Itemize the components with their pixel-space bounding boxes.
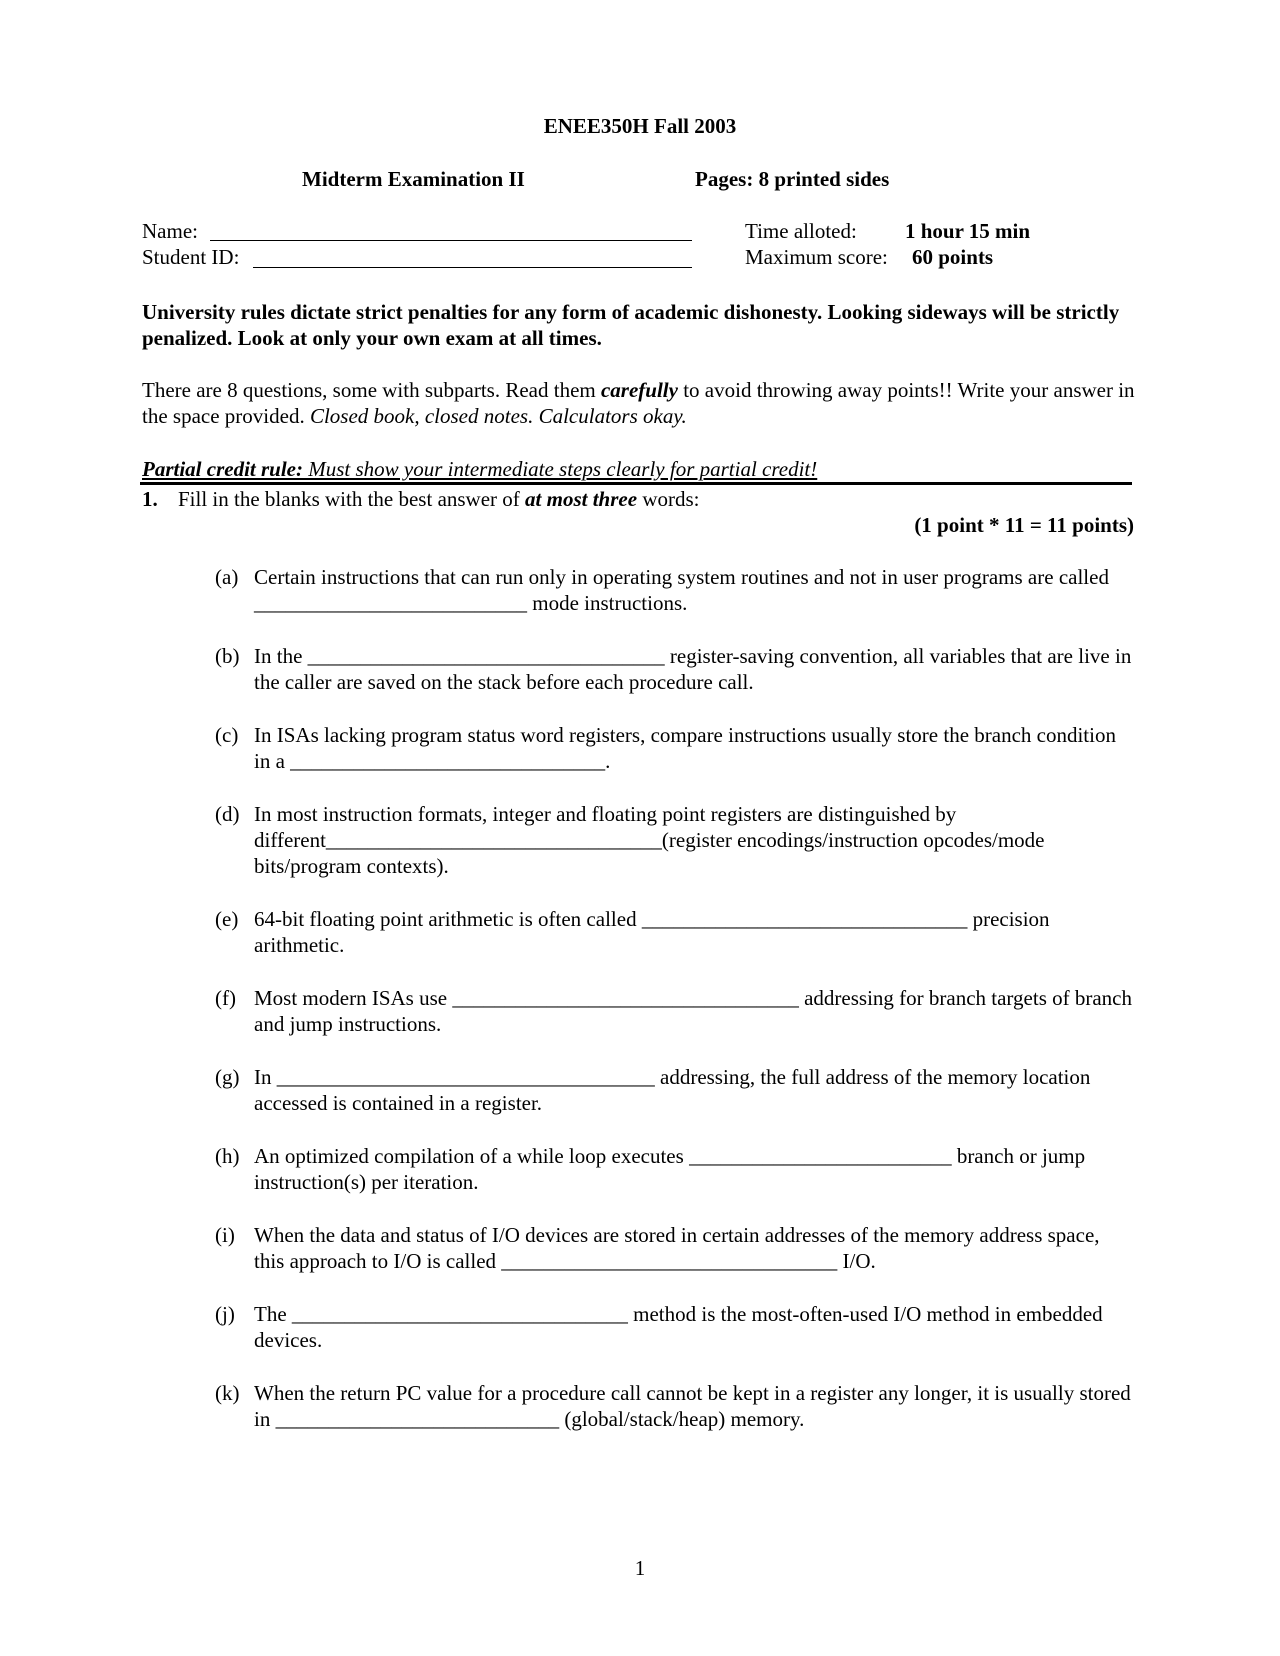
student-id-label: Student ID: xyxy=(142,245,240,269)
item-label: (k) xyxy=(215,1381,240,1405)
student-id-field[interactable] xyxy=(253,267,692,268)
answer-blank[interactable]: _________________________________ xyxy=(452,986,799,1010)
item-post: method is the most-often-used I/O method in embedded devices. xyxy=(254,1302,1103,1352)
max-score-label: Maximum score: xyxy=(745,245,888,269)
item-text xyxy=(254,985,1134,1037)
partial-credit-label: Partial credit rule: xyxy=(142,457,303,481)
intro-emphasis: carefully xyxy=(600,378,678,402)
item-text xyxy=(254,1301,1134,1353)
item-label: (c) xyxy=(215,723,239,747)
item-pre: In xyxy=(254,1065,277,1089)
question-points: (1 point * 11 = 11 points) xyxy=(914,513,1134,537)
item-post: addressing, the full address of the memory location accessed is contained in a register. xyxy=(254,1065,1091,1115)
item-text xyxy=(254,801,1134,879)
item-pre: When the return PC value for a procedure call cannot be kept in a register any longer, it is usually stored in xyxy=(254,1381,1131,1431)
item-text xyxy=(254,1143,1134,1195)
partial-credit-rule xyxy=(142,456,817,482)
item-post: register-saving convention, all variables that are live in the caller are saved on the stack before each procedure call. xyxy=(254,644,1132,694)
name-label: Name: xyxy=(142,219,198,243)
answer-blank[interactable]: _______________________________ xyxy=(641,907,968,931)
time-label: Time alloted: xyxy=(745,219,857,243)
pages-info: Pages: 8 printed sides xyxy=(695,167,890,191)
item-pre: Certain instructions that can run only in operating system routines and not in user programs are called xyxy=(254,565,1109,589)
answer-blank[interactable]: ___________________________ xyxy=(275,1407,560,1431)
item-pre: When the data and status of I/O devices are stored in certain addresses of the memory address space, this approach to I/O is called xyxy=(254,1223,1100,1273)
honesty-rule: University rules dictate strict penalties for any form of academic dishonesty. Looking sideways will be strictly penalized. Look at only your own exam at all times. xyxy=(142,300,1120,350)
name-field[interactable] xyxy=(210,240,692,241)
exam-title: Midterm Examination II xyxy=(302,167,525,191)
time-value: 1 hour 15 min xyxy=(905,219,1031,243)
item-post: precision arithmetic. xyxy=(254,907,1050,957)
item-post: . xyxy=(605,749,611,773)
item-post: I/O. xyxy=(837,1249,876,1273)
item-pre: In ISAs lacking program status word registers, compare instructions usually store the branch condition in a xyxy=(254,723,1116,773)
item-label: (g) xyxy=(215,1065,240,1089)
answer-blank[interactable]: __________________________ xyxy=(254,591,527,615)
intro-part-2: to avoid throwing away points!! Write your answer in the space provided. xyxy=(142,378,1135,428)
item-post: branch or jump instruction(s) per iteration. xyxy=(254,1144,1086,1194)
item-text xyxy=(254,1380,1134,1432)
item-label: (f) xyxy=(215,986,236,1010)
course-title: ENEE350H Fall 2003 xyxy=(543,114,737,138)
answer-blank[interactable]: ______________________________ xyxy=(290,749,606,773)
answer-blank[interactable]: ________________________________ xyxy=(291,1302,628,1326)
item-label: (j) xyxy=(215,1302,235,1326)
answer-blank[interactable]: _________________________ xyxy=(689,1144,952,1168)
max-score-value: 60 points xyxy=(912,245,994,269)
item-text xyxy=(254,1064,1134,1116)
item-post: addressing for branch targets of branch and jump instructions. xyxy=(254,986,1133,1036)
answer-blank[interactable]: ____________________________________ xyxy=(276,1065,655,1089)
item-label: (i) xyxy=(215,1223,235,1247)
item-label: (h) xyxy=(215,1144,240,1168)
item-pre: The xyxy=(254,1302,292,1326)
page-number: 1 xyxy=(634,1556,646,1580)
question-text-emphasis: at most three xyxy=(525,487,638,511)
question-text xyxy=(178,486,699,512)
intro-part-1: There are 8 questions, some with subparts. Read them xyxy=(142,378,601,402)
question-number: 1. xyxy=(142,487,158,511)
item-label: (d) xyxy=(215,802,240,826)
answer-blank[interactable]: __________________________________ xyxy=(307,644,665,668)
answer-blank[interactable]: ________________________________ xyxy=(501,1249,838,1273)
divider xyxy=(140,482,1132,485)
item-post: mode instructions. xyxy=(527,591,688,615)
intro-italic: Closed book, closed notes. Calculators okay. xyxy=(309,404,687,428)
item-post: (register encodings/instruction opcodes/mode bits/program contexts). xyxy=(254,828,1045,878)
item-text xyxy=(254,643,1134,695)
item-text xyxy=(254,722,1134,774)
question-text-part-1: Fill in the blanks with the best answer of xyxy=(178,487,526,511)
item-label: (e) xyxy=(215,907,239,931)
item-text xyxy=(254,906,1134,958)
item-pre: 64-bit floating point arithmetic is often called xyxy=(254,907,642,931)
item-text xyxy=(254,1222,1134,1274)
item-pre: Most modern ISAs use xyxy=(254,986,453,1010)
item-label: (b) xyxy=(215,644,240,668)
answer-blank[interactable]: ________________________________ xyxy=(325,828,662,852)
item-pre: An optimized compilation of a while loop executes xyxy=(254,1144,690,1168)
item-label: (a) xyxy=(215,565,239,589)
item-pre: In most instruction formats, integer and floating point registers are distinguished by different xyxy=(254,802,957,852)
item-post: (global/stack/heap) memory. xyxy=(559,1407,805,1431)
intro-text xyxy=(142,377,1137,429)
question-text-part-2: words: xyxy=(637,487,700,511)
item-text xyxy=(254,564,1134,616)
partial-credit-text: Must show your intermediate steps clearly for partial credit! xyxy=(303,457,818,481)
item-pre: In the xyxy=(254,644,308,668)
